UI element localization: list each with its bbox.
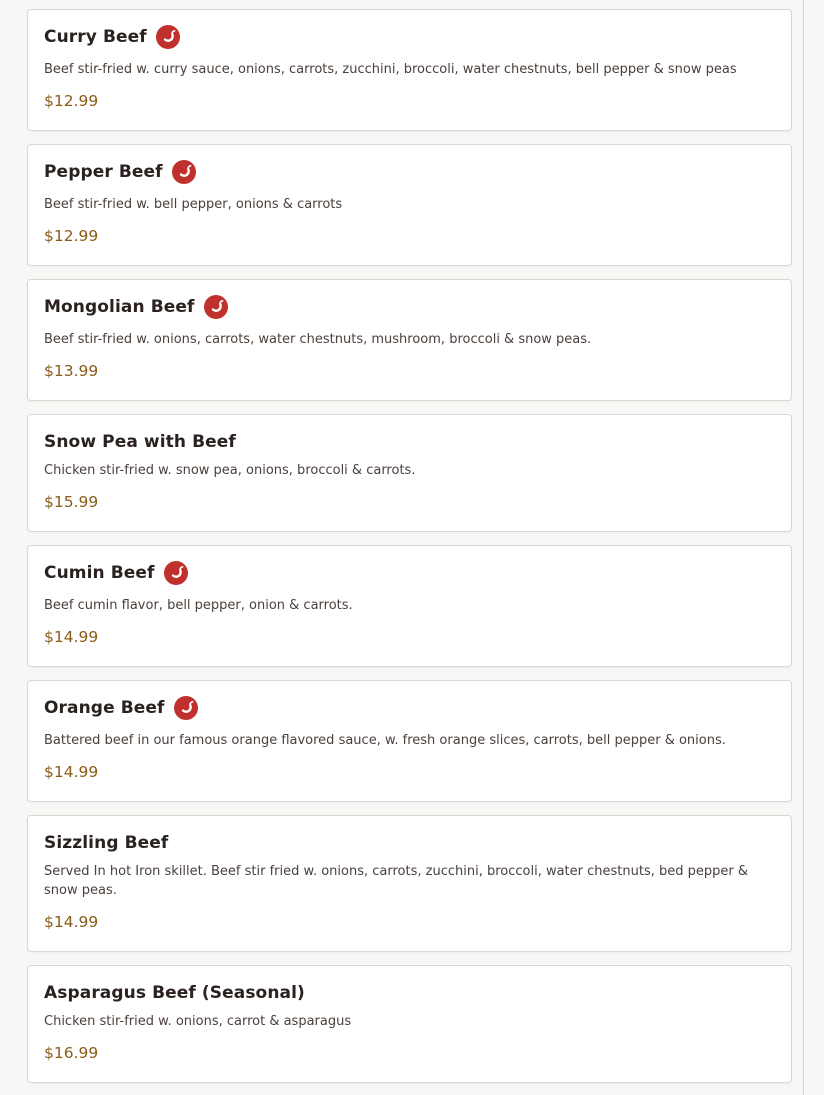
menu-item-price: $12.99 (44, 92, 99, 110)
menu-item-name: Snow Pea with Beef (44, 432, 236, 452)
menu-item-card[interactable] (27, 545, 792, 667)
menu-item-description: Beef cumin flavor, bell pepper, onion & carrots. (44, 598, 353, 613)
menu-item-description: Chicken stir-fried w. onions, carrot & asparagus (44, 1014, 352, 1029)
menu-item-description: Beef stir-fried w. onions, carrots, water chestnuts, mushroom, broccoli & snow peas. (44, 332, 592, 347)
menu-item-name: Sizzling Beef (44, 833, 169, 853)
menu-item-card[interactable] (27, 279, 792, 401)
chili-pepper-icon (174, 696, 198, 720)
menu-item-name: Asparagus Beef (Seasonal) (44, 983, 305, 1003)
menu-item-price: $16.99 (44, 1044, 99, 1062)
menu-item-card[interactable] (27, 815, 792, 952)
chili-pepper-icon (156, 25, 180, 49)
menu-item-card[interactable] (27, 9, 792, 131)
menu-item-price: $13.99 (44, 362, 99, 380)
menu-item-name: Pepper Beef (44, 162, 163, 182)
chili-pepper-icon (204, 295, 228, 319)
menu-item-name: Curry Beef (44, 27, 147, 47)
menu-item-description: Served In hot Iron skillet. Beef stir fried w. onions, carrots, zucchini, broccoli, water chestnuts, bed pepper & snow peas. (44, 864, 748, 898)
menu-item-name: Mongolian Beef (44, 297, 195, 317)
menu-item-description: Beef stir-fried w. curry sauce, onions, carrots, zucchini, broccoli, water chestnuts, bell pepper & snow peas (44, 62, 737, 77)
chili-pepper-icon (164, 561, 188, 585)
menu-item-price: $14.99 (44, 913, 99, 931)
menu-item-price: $12.99 (44, 227, 99, 245)
chili-pepper-icon (172, 160, 196, 184)
menu-item-list (27, 0, 792, 1083)
menu-item-name: Cumin Beef (44, 563, 155, 583)
menu-item-price: $15.99 (44, 493, 99, 511)
menu-item-price: $14.99 (44, 763, 99, 781)
menu-item-description: Chicken stir-fried w. snow pea, onions, broccoli & carrots. (44, 463, 416, 478)
menu-item-card[interactable] (27, 144, 792, 266)
menu-item-card[interactable] (27, 965, 792, 1083)
menu-item-description: Beef stir-fried w. bell pepper, onions & carrots (44, 197, 343, 212)
scrollbar-edge (803, 0, 804, 1095)
menu-item-name: Orange Beef (44, 698, 165, 718)
menu-item-description: Battered beef in our famous orange flavored sauce, w. fresh orange slices, carrots, bell pepper & onions. (44, 733, 726, 748)
menu-item-card[interactable] (27, 680, 792, 802)
menu-item-card[interactable] (27, 414, 792, 532)
menu-item-price: $14.99 (44, 628, 99, 646)
